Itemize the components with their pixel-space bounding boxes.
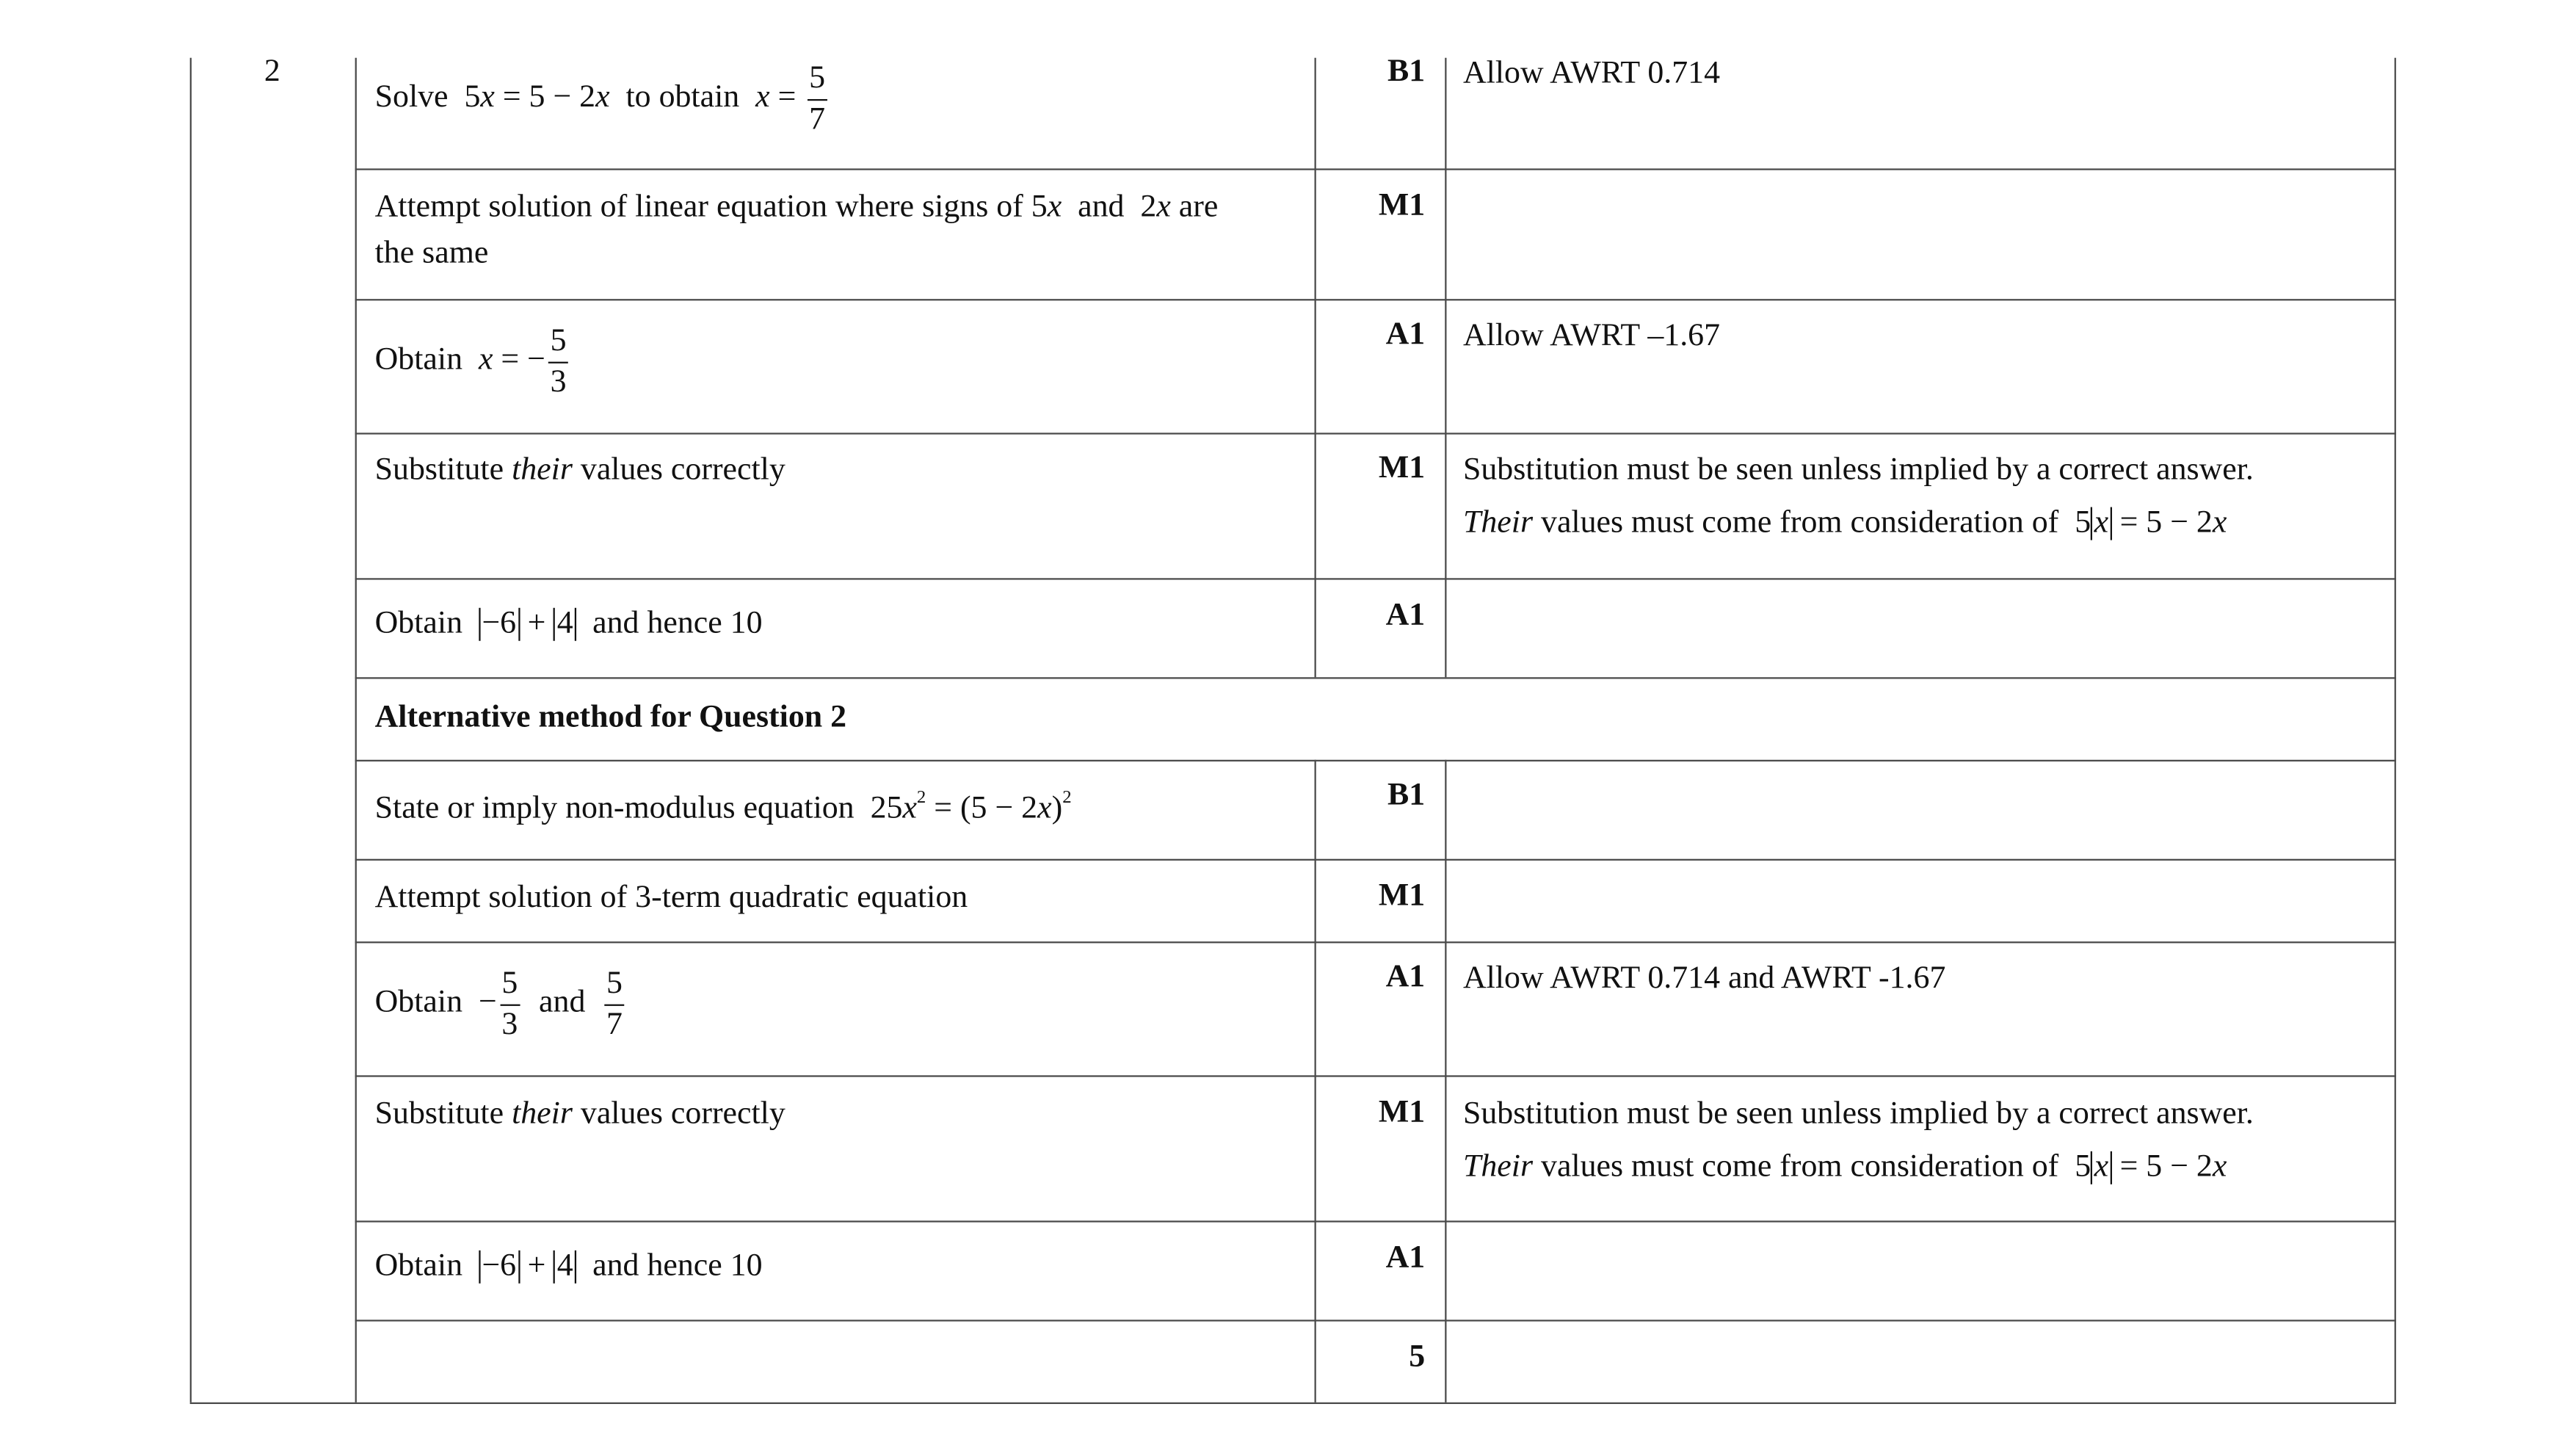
table-bottom-border <box>190 1403 2396 1404</box>
mark-code: A1 <box>1385 1240 1426 1275</box>
mark-code: A1 <box>1385 598 1426 633</box>
fraction: $\frac{5}{3}$ <box>500 968 519 1041</box>
answer-cell: Obtain −6 + 4 and hence 10 <box>374 606 763 641</box>
row-divider <box>355 578 2396 579</box>
row-divider <box>355 1320 2396 1321</box>
column-divider-marks <box>1445 58 1446 678</box>
row-divider <box>355 677 2396 679</box>
table-right-border <box>2395 58 2396 1403</box>
answer-cell: State or imply non-modulus equation $25x^2 = (5 - 2x)^2$ <box>374 787 1072 826</box>
answer-cell: Attempt solution of 3-term quadratic equation <box>374 880 968 916</box>
answer-cell: Substitute their values correctly <box>374 452 786 488</box>
row-divider <box>355 760 2396 761</box>
mark-code: A1 <box>1385 959 1426 995</box>
mark-code: M1 <box>1378 878 1426 913</box>
mark-code: M1 <box>1378 1095 1426 1130</box>
row-divider <box>355 1220 2396 1222</box>
total-marks: 5 <box>1409 1339 1426 1375</box>
column-divider-answer <box>1315 58 1316 678</box>
answer-cell: Obtain −6 + 4 and hence 10 <box>374 1248 763 1284</box>
fraction: $\frac{5}{7}$ <box>808 62 827 135</box>
guidance-cell: Allow AWRT –1.67 <box>1462 319 1721 354</box>
guidance-cell: Allow AWRT 0.714 and AWRT -1.67 <box>1462 961 1946 996</box>
mark-code: B1 <box>1387 54 1426 90</box>
answer-cell: Substitute their values correctly <box>374 1096 786 1132</box>
row-divider <box>355 168 2396 170</box>
table-left-border <box>190 58 192 1403</box>
column-divider-answer <box>1315 760 1316 1403</box>
alternative-method-heading: Alternative method for Question 2 <box>374 700 847 735</box>
column-divider-marks <box>1445 760 1446 1403</box>
mark-code: A1 <box>1385 316 1426 352</box>
guidance-cell: Allow AWRT 0.714 <box>1462 56 1721 91</box>
answer-cell: Attempt solution of linear equation where signs of 5x and 2x are the same <box>374 189 1219 271</box>
mark-code: M1 <box>1378 451 1426 486</box>
question-number: 2 <box>264 54 280 90</box>
row-divider <box>355 859 2396 861</box>
fraction: $\frac{5}{3}$ <box>548 325 567 398</box>
column-divider-question <box>355 58 357 1403</box>
answer-cell: Solve 5x = 5 − 2x to obtain x = $\frac{5}{7}$ <box>375 62 830 135</box>
row-divider <box>355 941 2396 943</box>
row-divider <box>355 433 2396 434</box>
guidance-cell: Substitution must be seen unless implied by a correct answer. Their values must come from consideration of 5 x = 5 − 2x <box>1462 1096 2254 1184</box>
row-divider <box>355 299 2396 300</box>
guidance-cell: Substitution must be seen unless implied by a correct answer. Their values must come from consideration of 5 x = 5 − 2x <box>1462 452 2254 540</box>
fraction: $\frac{5}{7}$ <box>605 968 624 1041</box>
answer-cell: Obtain x = − $\frac{5}{3}$ <box>375 325 572 398</box>
answer-cell: Obtain − $\frac{5}{3}$ and $\frac{5}{7}$ <box>375 968 628 1041</box>
mark-code: B1 <box>1387 778 1426 813</box>
mark-code: M1 <box>1378 188 1426 223</box>
row-divider <box>355 1075 2396 1077</box>
